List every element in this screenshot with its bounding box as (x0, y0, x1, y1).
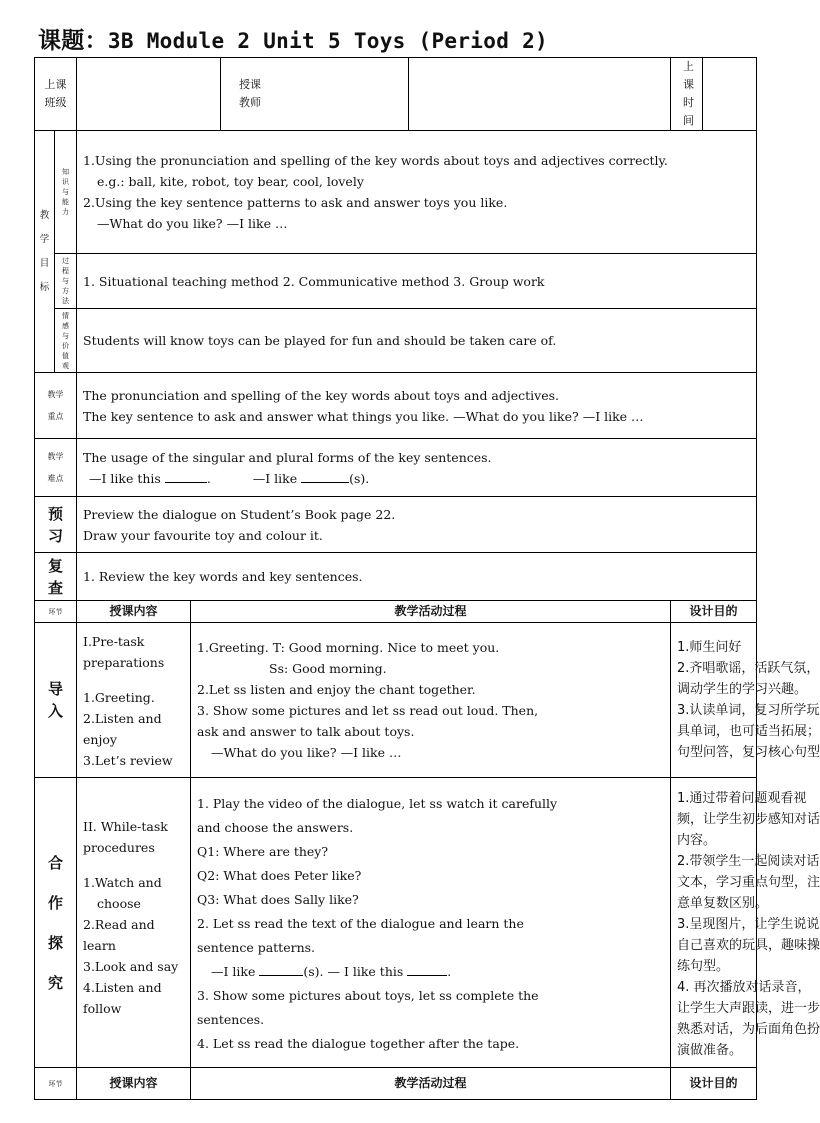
knowledge-label: 知识与能力 (55, 131, 77, 254)
knowledge-text: 1.Using the pronunciation and spelling of the key words about toys and adjectives correctly. e.g.: ball, kite, robot, toy bear, cool, lovely 2.Using the key sentence patterns to ask and answer toys you like. —What do you like? —I like … (77, 131, 757, 254)
explore-process: 1. Play the video of the dialogue, let ss watch it carefully and choose the answers. Q1: Where are they? Q2: What does Peter like? Q3: What does Sally like? 2. Let ss read the text of the dialogue and learn the sentence patterns. —I like (s). — I like this . 3. Show some pictures about toys, let ss complete the sentences. 4. Let ss read the dialogue together after the tape. (191, 778, 671, 1068)
class-value[interactable] (77, 58, 221, 131)
preview-row (35, 497, 757, 553)
class-label: 上课 班级 (35, 58, 77, 131)
page-title (38, 22, 548, 55)
review-row (35, 553, 757, 601)
warmup-label: 导 入 (35, 623, 77, 778)
section-header-row (35, 601, 757, 623)
difficult-points-row (35, 439, 757, 497)
warmup-row (35, 623, 757, 778)
objectives-emotion-row (35, 309, 757, 373)
difficult-points-label: 教学 难点 (35, 439, 77, 497)
title-text: 3B Module 2 Unit 5 Toys (Period 2) (107, 29, 548, 53)
footer-content-header: 授课内容 (77, 1068, 191, 1100)
blank-4 (407, 963, 447, 976)
explore-row (35, 778, 757, 1068)
blank-3 (259, 963, 303, 976)
objectives-label: 教 学 目 标 (35, 131, 55, 373)
teacher-label: 授课 教师 (221, 58, 409, 131)
explore-purpose: 1.通过带着问题观看视 频，让学生初步感知对话 内容。 2.带领学生一起阅读对话 文本，学习重点句型，注 意单复数区别。 3.呈现图片，让学生说说 自己喜欢的玩具，趣味操 练句型。 4. 再次播放对话录音， 让学生大声跟读，进一步 熟悉对话，为后面角色扮 演做准备。 (671, 778, 757, 1068)
preview-text: Preview the dialogue on Student’s Book page 22. Draw your favourite toy and colour it. (77, 497, 757, 553)
purpose-header: 设计目的 (671, 601, 757, 623)
process-header: 教学活动过程 (191, 601, 671, 623)
warmup-content: I.Pre-task preparations 1.Greeting. 2.Listen and enjoy 3.Let’s review (77, 623, 191, 778)
step-header: 环节 (35, 601, 77, 623)
key-points-label: 教学 重点 (35, 373, 77, 439)
time-label: 上课 时间 (671, 58, 703, 131)
header-row (35, 58, 757, 131)
content-header: 授课内容 (77, 601, 191, 623)
emotion-text: Students will know toys can be played for fun and should be taken care of. (77, 309, 757, 373)
title-label: 课题： (38, 28, 108, 54)
process-method-label: 过程与方法 (55, 254, 77, 309)
footer-process-header: 教学活动过程 (191, 1068, 671, 1100)
footer-purpose-header: 设计目的 (671, 1068, 757, 1100)
explore-label: 合 作 探 究 (35, 778, 77, 1068)
preview-label: 预 习 (35, 497, 77, 553)
emotion-label: 情感与价值观 (55, 309, 77, 373)
review-label: 复 查 (35, 553, 77, 601)
difficult-points-text: The usage of the singular and plural forms of the key sentences. —I like this . —I like (s). (77, 439, 757, 497)
objectives-knowledge-row (35, 131, 757, 254)
blank-2 (301, 470, 349, 483)
process-method-text: 1. Situational teaching method 2. Communicative method 3. Group work (77, 254, 757, 309)
footer-step-header: 环节 (35, 1068, 77, 1100)
objectives-process-row (35, 254, 757, 309)
footer-header-row (35, 1068, 757, 1100)
key-points-text: The pronunciation and spelling of the key words about toys and adjectives. The key sentence to ask and answer what things you like. —What do you like? —I like … (77, 373, 757, 439)
review-text: 1. Review the key words and key sentences. (77, 553, 757, 601)
warmup-purpose: 1.师生问好 2.齐唱歌谣，活跃气氛， 调动学生的学习兴趣。 3.认读单词，复习所学玩 具单词，也可适当拓展； 句型问答，复习核心句型 (671, 623, 757, 778)
key-points-row (35, 373, 757, 439)
explore-content: II. While-task procedures 1.Watch and choose 2.Read and learn 3.Look and say 4.Listen and follow (77, 778, 191, 1068)
warmup-process: 1.Greeting. T: Good morning. Nice to meet you. Ss: Good morning. 2.Let ss listen and enjoy the chant together. 3. Show some pictures and let ss read out loud. Then, ask and answer to talk about toys. —What do you like? —I like … (191, 623, 671, 778)
teacher-value[interactable] (409, 58, 671, 131)
time-value[interactable] (703, 58, 757, 131)
lesson-plan-table (34, 57, 820, 1100)
blank-1 (165, 470, 207, 483)
